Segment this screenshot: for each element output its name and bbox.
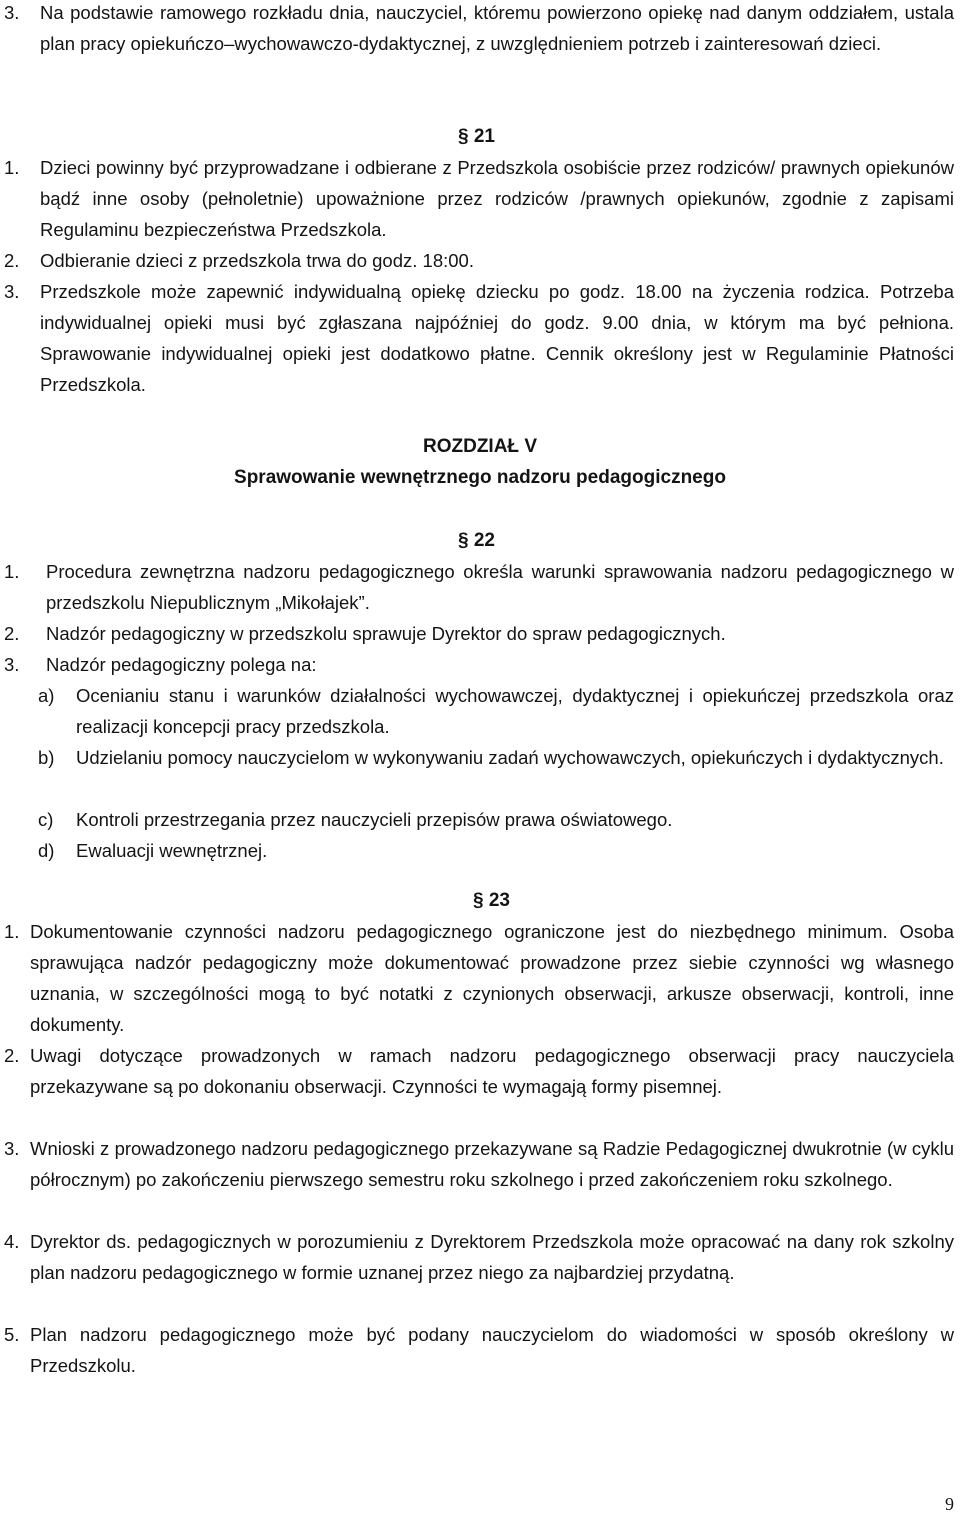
item-number: 1.	[4, 157, 20, 178]
item-number: 2.	[4, 250, 20, 271]
item-text: Ewaluacji wewnętrznej.	[76, 840, 268, 861]
list-item	[4, 245, 954, 276]
list-item	[4, 1133, 954, 1195]
paragraph-heading: § 23	[473, 890, 510, 911]
chapter-title: ROZDZIAŁ V	[423, 436, 537, 457]
sub-list-item	[38, 742, 954, 773]
list-item	[4, 649, 954, 680]
item-text: Uwagi dotyczące prowadzonych w ramach nadzoru pedagogicznego obserwacji pracy nauczyciela przekazywane są po dokonaniu obserwacji. Czynności te wymagają formy pisemnej.	[30, 1045, 954, 1097]
item-text: Nadzór pedagogiczny w przedszkolu sprawuje Dyrektor do spraw pedagogicznych.	[46, 623, 726, 644]
paragraph-heading: § 21	[458, 126, 495, 147]
item-text: Wnioski z prowadzonego nadzoru pedagogicznego przekazywane są Radzie Pedagogicznej dwukrotnie (w cyklu półrocznym) po zakończeniu pierwszego semestru roku szkolnego i przed zakończeniem roku szkolnego.	[30, 1138, 954, 1190]
item-text: Kontroli przestrzegania przez nauczycieli przepisów prawa oświatowego.	[76, 809, 673, 830]
list-item	[4, 556, 954, 618]
list-item	[4, 152, 954, 245]
item-text: Ocenianiu stanu i warunków działalności wychowawczej, dydaktycznej i opiekuńczej przedszkola oraz realizacji koncepcji pracy przedszkola.	[76, 685, 954, 737]
item-text: Na podstawie ramowego rozkładu dnia, nauczyciel, któremu powierzono opiekę nad danym oddziałem, ustala plan pracy opiekuńczo–wychowawczo-dydaktycznej, z uwzględnieniem potrzeb i zainteresowań dzieci.	[40, 2, 954, 54]
page-number: 9	[945, 1494, 954, 1514]
item-number: 1.	[4, 921, 20, 942]
sub-list-item	[38, 804, 954, 835]
item-letter: d)	[38, 840, 55, 861]
item-letter: b)	[38, 747, 55, 768]
item-number: 3.	[4, 2, 20, 23]
sub-list-item	[38, 835, 954, 866]
item-number: 3.	[4, 281, 20, 302]
item-text: Odbieranie dzieci z przedszkola trwa do godz. 18:00.	[40, 250, 474, 271]
list-item	[4, 1040, 954, 1102]
list-item	[4, 0, 954, 59]
item-text: Plan nadzoru pedagogicznego może być podany nauczycielom do wiadomości w sposób określony w Przedszkolu.	[30, 1324, 954, 1376]
item-number: 2.	[4, 623, 20, 644]
chapter-subtitle: Sprawowanie wewnętrznego nadzoru pedagogicznego	[234, 467, 726, 488]
item-text: Procedura zewnętrzna nadzoru pedagogicznego określa warunki sprawowania nadzoru pedagogicznego w przedszkolu Niepublicznym „Mikołajek”.	[46, 561, 954, 613]
item-text: Udzielaniu pomocy nauczycielom w wykonywaniu zadań wychowawczych, opiekuńczych i dydaktycznych.	[76, 747, 944, 768]
item-number: 2.	[4, 1045, 20, 1066]
sub-list-item	[38, 680, 954, 742]
item-number: 3.	[4, 1138, 20, 1159]
item-number: 4.	[4, 1231, 20, 1252]
item-letter: c)	[38, 809, 54, 830]
list-item	[4, 618, 954, 649]
list-item	[4, 276, 954, 400]
item-number: 5.	[4, 1324, 20, 1345]
list-item	[4, 1319, 954, 1381]
paragraph-heading: § 22	[458, 530, 495, 551]
item-letter: a)	[38, 685, 55, 706]
item-number: 1.	[4, 561, 20, 582]
item-text: Dyrektor ds. pedagogicznych w porozumieniu z Dyrektorem Przedszkola może opracować na dany rok szkolny plan nadzoru pedagogicznego w formie uznanej przez niego za najbardziej przydatną.	[30, 1231, 954, 1283]
item-text: Przedszkole może zapewnić indywidualną opiekę dziecku po godz. 18.00 na życzenia rodzica. Potrzeba indywidualnej opieki musi być zgłaszana najpóźniej do godz. 9.00 dnia, w którym ma być pełniona. Sprawowanie indywidualnej opieki jest dodatkowo płatne. Cennik określony jest w Regulaminie Płatności Przedszkola.	[40, 281, 954, 395]
item-text: Dzieci powinny być przyprowadzane i odbierane z Przedszkola osobiście przez rodziców/ prawnych opiekunów bądź inne osoby (pełnoletnie) upoważnione przez rodziców /prawnych opiekunów, zgodnie z zapisami Regulaminu bezpieczeństwa Przedszkola.	[40, 157, 954, 240]
list-item	[4, 1226, 954, 1288]
item-text: Dokumentowanie czynności nadzoru pedagogicznego ograniczone jest do niezbędnego minimum. Osoba sprawująca nadzór pedagogiczny może dokumentować prowadzone przez siebie czynności wg własnego uznania, w szczególności mogą to być notatki z czynionych obserwacji, arkusze obserwacji, kontroli, inne dokumenty.	[30, 921, 954, 1035]
list-item	[4, 916, 954, 1040]
item-text: Nadzór pedagogiczny polega na:	[46, 654, 317, 675]
item-number: 3.	[4, 654, 20, 675]
